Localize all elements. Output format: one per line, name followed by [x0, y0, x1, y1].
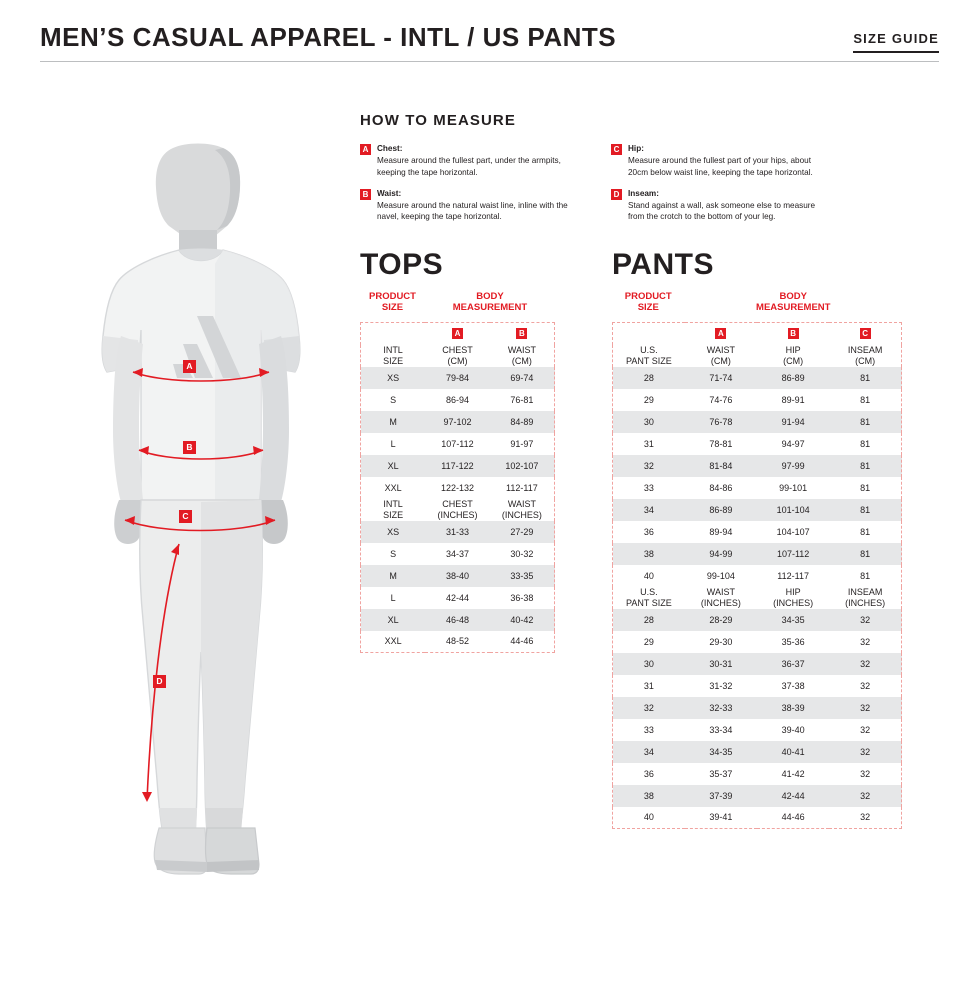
cell-waist: 32-33: [709, 702, 733, 713]
cell-hip: 107-112: [776, 548, 810, 559]
tops-header-line1: PRODUCT: [369, 291, 416, 302]
table-row: [361, 609, 555, 631]
cell-chest: 107-112: [441, 438, 474, 449]
cell-size: XXL: [384, 636, 402, 647]
cell-waist: 28-29: [709, 614, 733, 625]
cell-size: 31: [643, 680, 654, 691]
cell-size: S: [390, 394, 397, 405]
size-guide-label-wrap: [853, 30, 939, 61]
badge-c-icon: C: [860, 328, 871, 339]
line1: HIP: [785, 586, 801, 597]
table-row: [361, 543, 555, 565]
cell-chest: 42-44: [445, 592, 469, 603]
cell-size: 33: [643, 724, 654, 735]
tops-product-size-header: [360, 292, 425, 322]
pants-badge-inseam: [829, 323, 901, 345]
table-row: [613, 411, 902, 433]
table-row: [361, 433, 555, 455]
tops-header-line2: MEASUREMENT: [452, 301, 528, 313]
cell-waist: 33-35: [510, 570, 534, 581]
pants-badge-hip: [757, 323, 829, 345]
cell-size: 32: [643, 702, 654, 713]
pants-col-inseam-cm: [829, 345, 901, 367]
table-row: [361, 565, 555, 587]
how-to-item-heading: Inseam:: [628, 188, 659, 198]
table-row: [613, 543, 902, 565]
badge-a-icon: A: [715, 328, 726, 339]
cell-inseam: 81: [860, 504, 871, 515]
cell-hip: 40-41: [781, 746, 805, 757]
tops-col-waist-cm: [490, 345, 555, 367]
cell-size: 30: [643, 416, 654, 427]
cell-hip: 99-101: [779, 482, 808, 493]
pants-header-line1: PRODUCT: [624, 291, 672, 302]
size-guide-label: SIZE GUIDE: [853, 31, 939, 53]
pants-size-table: [612, 322, 902, 829]
line2: (INCHES): [700, 597, 741, 608]
cell-hip: 41-42: [781, 768, 805, 779]
page-title: MEN’S CASUAL APPAREL - INTL / US PANTS: [40, 22, 617, 52]
cell-hip: 89-91: [781, 394, 805, 405]
tops-cm-column-headers: [361, 345, 555, 367]
cell-inseam: 32: [860, 746, 871, 757]
cell-size: L: [390, 438, 396, 449]
cell-size: XS: [387, 526, 400, 537]
cell-chest: 117-122: [441, 460, 474, 471]
cell-inseam: 32: [860, 658, 871, 669]
tops-section: [360, 248, 555, 653]
pants-title: PANTS: [612, 248, 714, 281]
cell-hip: 91-94: [781, 416, 805, 427]
cell-inseam: 32: [860, 790, 871, 801]
pants-col-hip-cm: [757, 345, 829, 367]
cell-chest: 48-52: [445, 636, 469, 647]
cell-hip: 39-40: [781, 724, 805, 735]
badge-a-icon: A: [360, 144, 371, 155]
line1: INTL: [383, 344, 403, 355]
empty-cell: [613, 323, 685, 345]
table-row: [613, 631, 902, 653]
cell-size: XL: [387, 460, 399, 471]
pants-col-size: [613, 587, 685, 609]
table-row: [361, 587, 555, 609]
line1: U.S.: [640, 344, 658, 355]
cell-size: XXL: [384, 482, 402, 493]
line2: (CM): [511, 355, 532, 366]
cell-waist: 76-81: [510, 394, 534, 405]
cell-size: XS: [387, 372, 400, 383]
cell-hip: 34-35: [781, 614, 805, 625]
pants-header-line2: MEASUREMENT: [756, 301, 831, 313]
cell-size: 34: [643, 504, 654, 515]
cell-waist: 112-117: [506, 482, 538, 493]
cell-size: L: [390, 592, 396, 603]
how-to-item-body: [377, 188, 575, 224]
cell-size: 36: [643, 768, 654, 779]
cell-waist: 39-41: [709, 812, 733, 823]
line2: (CM): [783, 355, 804, 366]
how-to-measure-title: HOW TO MEASURE: [360, 112, 516, 129]
cell-hip: 36-37: [781, 658, 805, 669]
cell-waist: 76-78: [709, 416, 733, 427]
cell-inseam: 81: [860, 548, 871, 559]
cell-inseam: 81: [860, 482, 871, 493]
cell-chest: 79-84: [445, 372, 469, 383]
badge-d-icon: D: [611, 189, 622, 200]
tops-col-size: [361, 345, 426, 367]
table-row: [361, 411, 555, 433]
line1: CHEST: [442, 498, 473, 509]
cell-waist: 30-32: [510, 548, 534, 559]
cell-size: M: [389, 416, 397, 427]
pants-cm-column-headers: [613, 345, 902, 367]
table-row: [613, 675, 902, 697]
badge-b-icon: B: [788, 328, 799, 339]
how-to-measure-column-right: [611, 143, 826, 232]
mannequin-illustration: [55, 140, 345, 880]
how-to-item-heading: Hip:: [628, 144, 644, 153]
line2: PANT SIZE: [626, 597, 672, 608]
cell-waist: 36-38: [510, 592, 534, 603]
table-row: [613, 455, 902, 477]
line1: WAIST: [507, 498, 536, 509]
table-row: [613, 719, 902, 741]
mannequin-svg: [55, 140, 345, 880]
cell-waist: 84-86: [709, 482, 733, 493]
badge-b-icon: B: [516, 328, 527, 339]
how-to-item-text: Measure around the natural waist line, inline with the navel, keeping the tape horizontal.: [377, 200, 568, 222]
cell-chest: 97-102: [443, 416, 472, 427]
pants-badge-waist: [685, 323, 757, 345]
pants-col-hip-inches: [757, 587, 829, 609]
pants-body-measurement-header: [685, 292, 903, 322]
cell-size: 38: [643, 548, 654, 559]
cell-waist: 71-74: [709, 372, 733, 383]
cell-waist: 94-99: [709, 548, 733, 559]
line2: PANT SIZE: [626, 355, 672, 366]
cell-waist: 102-107: [505, 460, 539, 471]
tops-col-waist-inches: [490, 499, 555, 521]
cell-waist: 99-104: [706, 570, 735, 581]
line2: SIZE: [383, 355, 404, 366]
cell-inseam: 32: [860, 724, 871, 735]
badge-a-icon: A: [452, 328, 463, 339]
cell-waist: 86-89: [709, 504, 733, 515]
badge-c-icon: C: [611, 144, 622, 155]
line2: (CM): [710, 355, 731, 366]
cell-waist: 78-81: [709, 438, 733, 449]
how-to-item-inseam: [611, 188, 826, 224]
cell-size: 28: [643, 614, 654, 625]
cell-hip: 101-104: [776, 504, 810, 515]
cell-inseam: 32: [860, 812, 871, 823]
line1: INTL: [383, 498, 403, 509]
cell-waist: 89-94: [709, 526, 733, 537]
cell-inseam: 81: [860, 570, 871, 581]
pants-col-inseam-inches: [829, 587, 901, 609]
cell-inseam: 32: [860, 768, 871, 779]
cell-size: 28: [643, 372, 654, 383]
how-to-item-heading: Chest:: [377, 144, 403, 153]
table-row: [613, 367, 902, 389]
line2: (INCHES): [845, 597, 886, 608]
cell-waist: 69-74: [510, 372, 534, 383]
tops-inches-column-headers: [361, 499, 555, 521]
how-to-measure-section: [360, 112, 940, 232]
cell-size: 38: [643, 790, 654, 801]
cell-inseam: 81: [860, 372, 871, 383]
measure-label-c: C: [179, 510, 192, 523]
table-row: [613, 653, 902, 675]
pants-col-waist-inches: [685, 587, 757, 609]
cell-hip: 42-44: [781, 790, 805, 801]
tops-col-size: [361, 499, 426, 521]
cell-waist: 29-30: [709, 636, 733, 647]
cell-waist: 84-89: [510, 416, 534, 427]
table-row: [613, 521, 902, 543]
table-row: [361, 367, 555, 389]
cell-inseam: 81: [860, 460, 871, 471]
how-to-item-text: Measure around the fullest part of your hips, about 20cm below waist line, keeping the tape horizontal.: [628, 155, 813, 177]
table-row: [613, 697, 902, 719]
cell-inseam: 32: [860, 702, 871, 713]
cell-inseam: 32: [860, 680, 871, 691]
cell-chest: 86-94: [445, 394, 469, 405]
badge-b-icon: B: [360, 189, 371, 200]
cell-chest: 46-48: [445, 614, 469, 625]
line2: (INCHES): [501, 509, 542, 520]
line1: WAIST: [507, 344, 536, 355]
cell-size: 30: [643, 658, 654, 669]
pants-section: [612, 248, 902, 829]
cell-inseam: 81: [860, 394, 871, 405]
measure-label-d: D: [153, 675, 166, 688]
cell-chest: 31-33: [445, 526, 469, 537]
pants-col-waist-cm: [685, 345, 757, 367]
cell-size: 33: [643, 482, 654, 493]
cell-chest: 38-40: [445, 570, 469, 581]
line1: U.S.: [640, 586, 658, 597]
table-row: [613, 433, 902, 455]
page-header: [40, 22, 939, 62]
line1: WAIST: [706, 586, 735, 597]
cell-chest: 34-37: [445, 548, 469, 559]
cell-hip: 35-36: [781, 636, 805, 647]
pants-inches-column-headers: [613, 587, 902, 609]
tops-header-line2: SIZE: [381, 301, 404, 313]
cell-inseam: 81: [860, 526, 871, 537]
cell-size: 31: [643, 438, 654, 449]
cell-size: M: [389, 570, 397, 581]
pants-badge-row: [613, 323, 902, 345]
cell-waist: 37-39: [709, 790, 733, 801]
tops-col-chest-inches: [425, 499, 490, 521]
how-to-item-body: [377, 143, 575, 179]
tops-body-measurement-header: [425, 292, 555, 322]
table-row: [613, 389, 902, 411]
line1: INSEAM: [847, 586, 883, 597]
table-row: [613, 763, 902, 785]
cell-chest: 122-132: [440, 482, 474, 493]
cell-hip: 94-97: [781, 438, 805, 449]
how-to-item-body: [628, 188, 826, 224]
table-row: [613, 477, 902, 499]
cell-size: 40: [643, 570, 654, 581]
cell-size: 40: [643, 812, 654, 823]
table-row: [361, 631, 555, 653]
tops-header-line1: BODY: [476, 291, 504, 302]
table-row: [613, 785, 902, 807]
how-to-item-text: Measure around the fullest part, under the armpits, keeping the tape horizontal.: [377, 155, 561, 177]
table-row: [613, 565, 902, 587]
how-to-item-text: Stand against a wall, ask someone else to measure from the crotch to the bottom of your leg.: [628, 200, 816, 222]
line2: (CM): [447, 355, 468, 366]
cell-inseam: 32: [860, 614, 871, 625]
line2: (INCHES): [437, 509, 478, 520]
cell-hip: 37-38: [781, 680, 805, 691]
line1: HIP: [785, 344, 801, 355]
cell-waist: 34-35: [709, 746, 733, 757]
cell-inseam: 81: [860, 438, 871, 449]
measure-label-b: B: [183, 441, 196, 454]
how-to-item-waist: [360, 188, 575, 224]
cell-waist: 31-32: [709, 680, 733, 691]
cell-waist: 33-34: [709, 724, 733, 735]
line2: SIZE: [383, 509, 404, 520]
tops-title: TOPS: [360, 248, 444, 281]
cell-size: 29: [643, 394, 654, 405]
line1: INSEAM: [847, 344, 883, 355]
cell-hip: 97-99: [781, 460, 805, 471]
cell-inseam: 81: [860, 416, 871, 427]
tops-badge-waist: [490, 323, 555, 345]
cell-waist: 81-84: [709, 460, 733, 471]
cell-hip: 38-39: [781, 702, 805, 713]
cell-waist: 27-29: [510, 526, 534, 537]
table-row: [361, 521, 555, 543]
cell-waist: 44-46: [510, 636, 534, 647]
cell-hip: 86-89: [781, 372, 805, 383]
cell-size: 29: [643, 636, 654, 647]
cell-waist: 91-97: [510, 438, 534, 449]
how-to-item-chest: [360, 143, 575, 179]
line2: (CM): [855, 355, 876, 366]
table-row: [361, 389, 555, 411]
cell-waist: 74-76: [709, 394, 733, 405]
empty-cell: [361, 323, 426, 345]
table-row: [361, 477, 555, 499]
line2: (INCHES): [773, 597, 814, 608]
cell-size: 32: [643, 460, 654, 471]
tops-col-chest-cm: [425, 345, 490, 367]
tops-badge-chest: [425, 323, 490, 345]
cell-size: 36: [643, 526, 654, 537]
cell-inseam: 32: [860, 636, 871, 647]
pants-product-size-header: [612, 292, 685, 322]
how-to-measure-column-left: [360, 143, 575, 232]
cell-waist: 40-42: [510, 614, 534, 625]
tops-badge-row: [361, 323, 555, 345]
cell-size: XL: [387, 614, 399, 625]
how-to-item-heading: Waist:: [377, 188, 402, 198]
measure-label-a: A: [183, 360, 196, 373]
cell-size: 34: [643, 746, 654, 757]
pants-col-size: [613, 345, 685, 367]
pants-header-line1: BODY: [779, 291, 807, 302]
table-row: [613, 499, 902, 521]
table-row: [613, 609, 902, 631]
cell-size: S: [390, 548, 397, 559]
cell-hip: 44-46: [781, 812, 805, 823]
line1: WAIST: [706, 344, 735, 355]
table-row: [613, 807, 902, 829]
line1: CHEST: [442, 344, 473, 355]
cell-hip: 104-107: [776, 526, 810, 537]
table-row: [361, 455, 555, 477]
tops-size-table: [360, 322, 555, 653]
cell-waist: 30-31: [709, 658, 733, 669]
table-row: [613, 741, 902, 763]
how-to-item-hip: [611, 143, 826, 179]
cell-hip: 112-117: [777, 570, 809, 581]
header-divider: [40, 61, 939, 62]
how-to-item-body: [628, 143, 826, 179]
pants-header-line2: SIZE: [637, 301, 659, 313]
cell-waist: 35-37: [709, 768, 733, 779]
